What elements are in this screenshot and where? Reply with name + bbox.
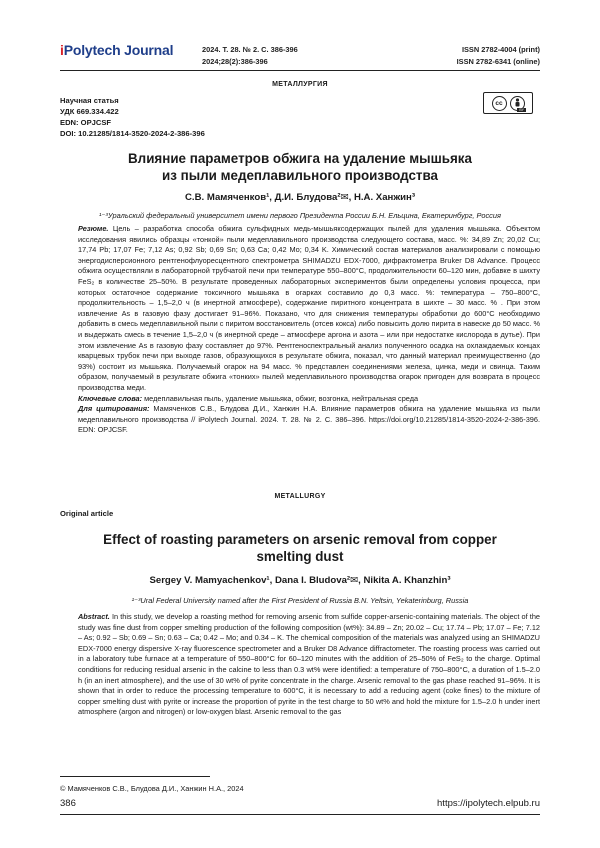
abstract-en — [60, 612, 540, 746]
article-type-en: Original article — [60, 509, 114, 518]
cite-ru — [60, 404, 540, 436]
article-title-en — [60, 531, 540, 565]
citation-ru: 2024. Т. 28. № 2. С. 386-396 — [202, 45, 298, 54]
authors-en: Sergey V. Mamyachenkov¹, Dana I. Bludova²✉, Nikita A. Khanzhin³ — [149, 575, 451, 586]
abstract-en-paragraph — [60, 612, 540, 718]
title-en-line2: smelting dust — [256, 549, 344, 564]
abstract-ru-paragraph — [60, 224, 540, 394]
title-en-line1: Effect of roasting parameters on arsenic removal from copper — [103, 532, 497, 547]
cc-circle-icon: cc — [492, 96, 507, 111]
title-ru-line2: из пыли медеплавильного производства — [162, 168, 438, 183]
article-meta-ru — [60, 95, 360, 139]
journal-url-link[interactable]: https://ipolytech.elpub.ru — [437, 798, 540, 809]
title-ru-line1: Влияние параметров обжига на удаление мышьяка — [128, 151, 472, 166]
copyright: © Мамяченков С.В., Блудова Д.И., Ханжин Н.А., 2024 — [60, 784, 244, 793]
abstract-ru — [60, 224, 540, 436]
keywords-ru-text: медеплавильная пыль, удаление мышьяка, обжиг, возгонка, нейтральная среда — [144, 393, 419, 403]
article-title-ru — [60, 150, 540, 184]
edn: EDN: OPJCSF — [60, 118, 112, 127]
abstract-ru-label: Резюме. — [78, 224, 109, 233]
abstract-en-text: In this study, we develop a roasting method for removing arsenic from sulfide copper-arsenic-containing materials. The object of the study was fine dust from copper smelting production of the following composition (wt%): 34.89 – Zn; 20.02 – Cu; 17.74 – Pb; 17.07 – Fe; 7.12 – As; 0.92 – Sb; 0.69 – Sn; 0.63 – Ca; 0.42 – Mo; and 0.34 – K. The chemical composition of the materials was analyzed using an SHIMADZU EDX-7000 energy dispersive X-ray fluorescence spectrometer and a Bruker D8 Advance diffractometer. The roasting process was carried out in a laboratory tube furnace at a temperature of 550–800°C for 60–120 minutes with the addition of 25–50% of FeS₂ to the charge. Optimal conditions for reducing residual arsenic in the calcine to less than 0.3 wt% were identified: a temperature of 750–800°C, a duration of 1.5–2.0 h (in an inert atmosphere), and the use of 30 wt% of pyrite concentrate in the charge. Arsenic removal to the gas phase reached 91–96%. It is shown that in order to reduce the processing temperature to 600°C, it is necessary to add a reducing agent (coke fines) to the mixture of copper smelting dust with pyrite or increase the proportion of pyrite in the test charge to 50 wt% and hold the mixture for 1.5–2.0 h under inert atmosphere (argon and nitrogen) or low-oxygen blast. Arsenic removal to the gas — [78, 612, 540, 717]
journal-logo: iPolytech Journal — [60, 42, 174, 58]
affiliation-en: ¹⁻³Ural Federal University named after the First President of Russia B.N. Yeltsin, Yekaterinburg, Russia — [131, 596, 469, 605]
by-label: BY — [519, 108, 524, 112]
issn-print: ISSN 2782-4004 (print) — [461, 45, 540, 54]
authors-ru: С.В. Мамяченков¹, Д.И. Блудова²✉, Н.А. Ханжин³ — [184, 192, 416, 203]
page-number: 386 — [60, 798, 76, 809]
article-type-ru: Научная статья — [60, 96, 119, 105]
journal-header — [60, 42, 540, 72]
footnote-rule — [60, 776, 210, 777]
section-heading-en: METALLURGY — [274, 493, 326, 500]
cite-ru-label: Для цитирования: — [78, 404, 150, 414]
udk: УДК 669.334.422 — [60, 107, 119, 116]
cite-ru-text: Мамяченков С.В., Блудова Д.И., Ханжин Н.А. Влияние параметров обжига на удаление мышьяка из пыли медеплавильного производства // iPolytech Journal. 2024. Т. 28. № 2. С. 386–396. https://doi.org/10.21285/1814-3520-2024-2-386-396. EDN: OPJCSF. — [78, 404, 540, 435]
section-heading-ru: МЕТАЛЛУРГИЯ — [272, 81, 328, 88]
cc-license-icon[interactable] — [483, 92, 533, 114]
keywords-ru — [60, 394, 540, 405]
citation-en: 2024;28(2):386-396 — [202, 57, 268, 66]
issn-online: ISSN 2782-6341 (online) — [456, 57, 540, 66]
footer-rule — [60, 814, 540, 815]
keywords-ru-label: Ключевые слова: — [78, 393, 143, 403]
abstract-ru-text: Цель – разработка способа обжига сульфидных медь-мышьяксодержащих пылей для удаления мышьяка. Объектом исследования явились образцы «тонкой» пыли медеплавильного производства следующего состава, масс. %: 34,89 Zn; 20,02 Cu; 17,74 Pb; 17,07 Fe; 7,12 As; 0,92 Sb; 0,69 Sn; 0,63 Ca; 0,42 Mo; 0,34 K. Химический состав материалов анализировали с помощью энергодисперсионного рентгенофлуоресцентного спектрометра SHIMADZU EDX-7000, дифрактометра Bruker D8 Advance. Процесс обжига осуществляли в лабораторной трубчатой печи при температуре 550–800°C, продолжительности 60–120 мин, добавке в шихту FeS₂ в количестве 25–50%. В результате проведенных лабораторных экспериментов были определены условия процесса, при которых остаточное содержание токсичного мышьяка в огарках составило до 0,3 масс. %: температура – 750–800°C, продолжительность – 1,5–2,0 ч (в инертной атмосфере), содержание пиритного концентрата в шихте – 30 масс. % . При этом извлечение As в газовую фазу достигает 91–96%. Показано, что для снижения температуры обработки до 600°C необходимо добавить в смесь медеплавильной пыли с пиритом восстановитель (отсев кокса) либо повысить долю пирита в навеске до 50 масс. % и выдержать смесь в течение 1,5–2,0 ч (в инертной среде – атмосфере аргона и азота – или при недостатке кислорода в дутье). При этом извлечение As в газовую фазу составляет до 97%. Рентгеноспектральный анализ полученного осадка на охлаждаемых концах кварцевых трубок печи при выходе газов, образующихся в результате обжига, показал, что данный материал преимущественно (до 93%) состоит из мышьяка. Получаемый огарок на 94 масс. % представлен соединениями железа, цинка, меди и свинца. Таким образом, получаемый в результате обжига «тонких» пылей медеплавильного производства огарок пригоден для возврата в процесс производства меди. — [78, 224, 541, 392]
journal-citation — [202, 44, 298, 68]
doi: DOI: 10.21285/1814-3520-2024-2-386-396 — [60, 129, 205, 138]
issn-block — [457, 44, 540, 68]
header-rule — [60, 70, 540, 71]
affiliation-ru: ¹⁻³Уральский федеральный университет имени первого Президента России Б.Н. Ельцина, Екатеринбург, Россия — [99, 211, 501, 220]
abstract-en-label: Abstract. — [78, 612, 110, 621]
